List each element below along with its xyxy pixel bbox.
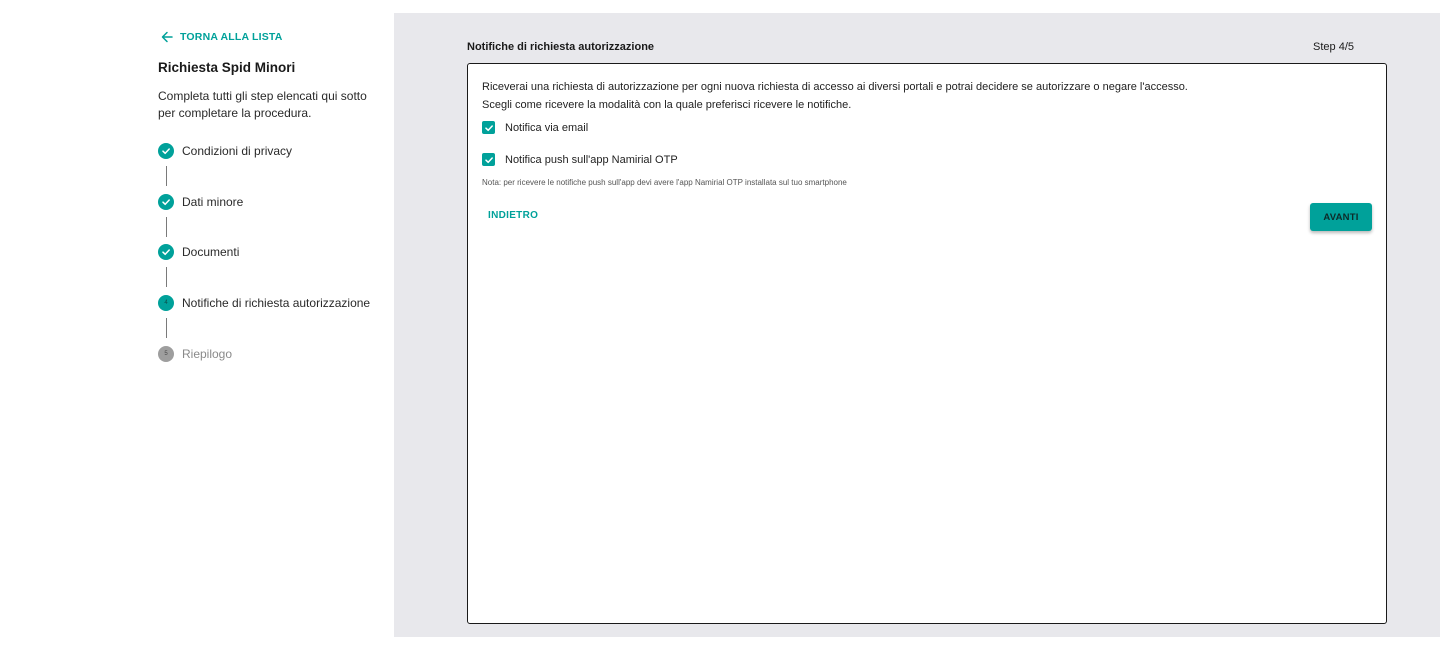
- checkbox-label: Notifica via email: [505, 121, 589, 134]
- page-title: Notifiche di richiesta autorizzazione: [467, 41, 655, 53]
- step-connector: [166, 318, 167, 338]
- check-icon: [161, 146, 171, 156]
- step-label: Documenti: [182, 245, 240, 259]
- step-pending-marker: [158, 346, 174, 362]
- push-notification-option[interactable]: [482, 153, 678, 166]
- back-button[interactable]: INDIETRO: [488, 210, 539, 221]
- step-indicator: Step 4/5: [1313, 41, 1354, 53]
- check-icon: [484, 123, 494, 133]
- check-icon: [161, 197, 171, 207]
- step-label: Riepilogo: [182, 347, 233, 361]
- push-notification-checkbox[interactable]: [482, 153, 495, 166]
- sidebar-description: Completa tutti gli step elencati qui sotto per completare la procedura.: [158, 89, 367, 120]
- push-notification-note: Nota: per ricevere le notifiche push sull'app devi avere l'app Namirial OTP installata sul tuo smartphone: [482, 178, 847, 187]
- step-completed-marker: [158, 143, 174, 159]
- next-button[interactable]: AVANTI: [1310, 203, 1372, 231]
- back-to-list-link[interactable]: [161, 31, 283, 43]
- intro-line: Scegli come ricevere la modalità con la quale preferisci ricevere le notifiche.: [482, 99, 852, 111]
- step-completed-marker: [158, 194, 174, 210]
- back-link-label: TORNA ALLA LISTA: [180, 31, 283, 43]
- step-item-notifiche: [158, 294, 370, 312]
- step-item-privacy: [158, 142, 292, 160]
- step-connector: [166, 217, 167, 237]
- email-notification-checkbox[interactable]: [482, 121, 495, 134]
- intro-line: Riceverai una richiesta di autorizzazione per ogni nuova richiesta di accesso ai diversi portali e potrai decidere se autorizzare o negare l'accesso.: [482, 81, 1188, 93]
- step-item-dati-minore: [158, 193, 243, 211]
- arrow-left-icon: [161, 31, 173, 43]
- main-panel: [394, 13, 1440, 637]
- step-item-riepilogo: [158, 345, 232, 363]
- check-icon: [484, 155, 494, 165]
- email-notification-option[interactable]: [482, 121, 588, 134]
- step-number: 4: [164, 300, 168, 306]
- sidebar-title: Richiesta Spid Minori: [158, 60, 296, 75]
- step-current-marker: [158, 295, 174, 311]
- step-item-documenti: [158, 243, 239, 261]
- step-label: Condizioni di privacy: [182, 144, 293, 158]
- step-completed-marker: [158, 244, 174, 260]
- checkbox-label: Notifica push sull'app Namirial OTP: [505, 153, 678, 166]
- intro-text: [482, 78, 1188, 114]
- step-label: Dati minore: [182, 195, 244, 209]
- step-connector: [166, 166, 167, 186]
- check-icon: [161, 247, 171, 257]
- step-label: Notifiche di richiesta autorizzazione: [182, 296, 371, 310]
- notification-settings-card: [467, 63, 1387, 624]
- step-number: 5: [164, 351, 168, 357]
- sidebar: [0, 0, 394, 646]
- step-connector: [166, 267, 167, 287]
